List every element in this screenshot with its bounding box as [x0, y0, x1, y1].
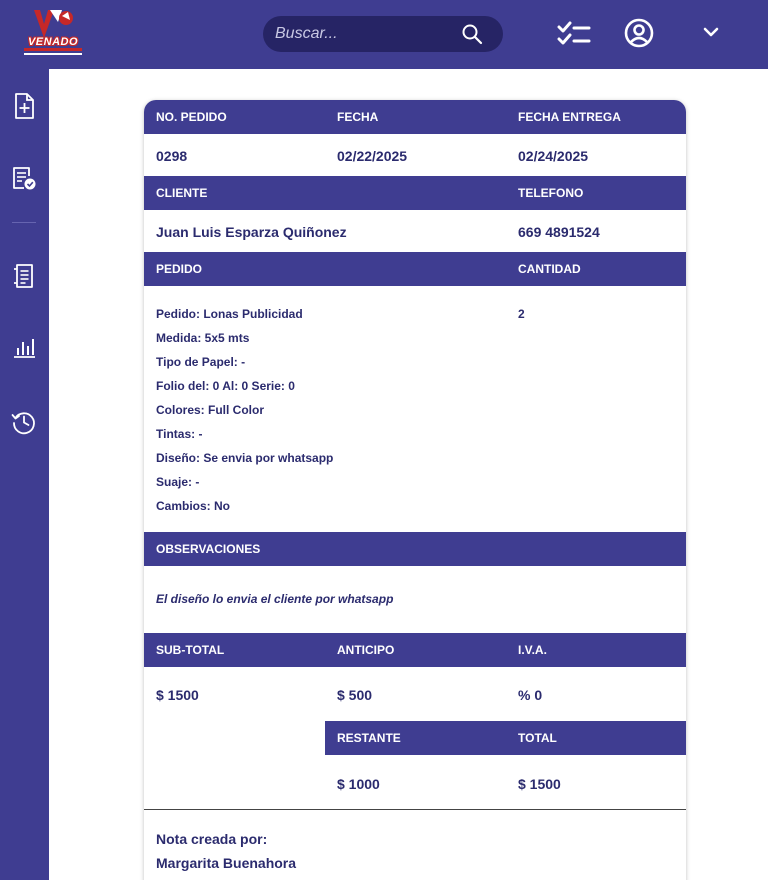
- pedido-label: PEDIDO: [156, 262, 203, 276]
- search-icon[interactable]: [460, 22, 484, 46]
- restante-value: $ 1000: [337, 776, 380, 792]
- completed-notes-icon[interactable]: [10, 164, 38, 192]
- client-header: [144, 176, 686, 210]
- iva-value: % 0: [518, 687, 543, 703]
- anticipo-value: $ 500: [337, 687, 373, 703]
- chevron-down-icon[interactable]: [700, 24, 722, 40]
- tasks-checklist-icon[interactable]: [557, 20, 591, 48]
- order-card: [144, 100, 686, 880]
- cantidad-value: 2: [518, 307, 525, 321]
- observaciones-label: OBSERVACIONES: [156, 542, 261, 556]
- nota-creada-label: Nota creada por:: [156, 831, 268, 847]
- observaciones-header: [144, 532, 686, 566]
- venado-logo-mark-icon: [20, 8, 86, 60]
- no-pedido-value: 0298: [156, 148, 188, 164]
- detail-medida: Medida: 5x5 mts: [156, 331, 250, 345]
- detail-suaje: Suaje: -: [156, 475, 200, 489]
- fecha-label: FECHA: [337, 110, 379, 124]
- new-note-icon[interactable]: [10, 92, 38, 120]
- venado-logo[interactable]: [20, 8, 86, 60]
- anticipo-label: ANTICIPO: [337, 643, 395, 657]
- nota-autor: Margarita Buenahora: [156, 855, 297, 871]
- user-account-icon[interactable]: [624, 18, 654, 48]
- cliente-label: CLIENTE: [156, 186, 208, 200]
- detail-colores: Colores: Full Color: [156, 403, 264, 417]
- detail-diseno: Diseño: Se envia por whatsapp: [156, 451, 334, 465]
- card-divider: [144, 809, 686, 810]
- search-input[interactable]: [275, 16, 455, 52]
- cliente-value: Juan Luis Esparza Quiñonez: [156, 224, 347, 240]
- sidebar-separator: [12, 222, 36, 223]
- iva-label: I.V.A.: [518, 643, 547, 657]
- telefono-value: 669 4891524: [518, 224, 600, 240]
- detail-tintas: Tintas: -: [156, 427, 203, 441]
- no-pedido-label: NO. PEDIDO: [156, 110, 227, 124]
- totals-header: [144, 633, 686, 667]
- sidebar: [0, 69, 49, 880]
- detail-folio: Folio del: 0 Al: 0 Serie: 0: [156, 379, 295, 393]
- total-value: $ 1500: [518, 776, 561, 792]
- telefono-label: TELEFONO: [518, 186, 584, 200]
- subtotal-label: SUB-TOTAL: [156, 643, 225, 657]
- total-label: TOTAL: [518, 731, 557, 745]
- restante-label: RESTANTE: [337, 731, 401, 745]
- observaciones-value: El diseño lo envia el cliente por whatsapp: [156, 592, 394, 606]
- detail-tipo-papel: Tipo de Papel: -: [156, 355, 246, 369]
- top-bar: [0, 0, 768, 69]
- fecha-value: 02/22/2025: [337, 148, 408, 164]
- detail-cambios: Cambios: No: [156, 499, 231, 513]
- notes-list-icon[interactable]: [10, 262, 38, 290]
- detail-pedido: Pedido: Lonas Publicidad: [156, 307, 303, 321]
- order-info-header: [144, 100, 686, 134]
- fecha-entrega-label: FECHA ENTREGA: [518, 110, 621, 124]
- balance-header: [325, 721, 686, 755]
- logo-wordmark: VENADO: [27, 36, 79, 48]
- subtotal-value: $ 1500: [156, 687, 199, 703]
- order-items-header: [144, 252, 686, 286]
- history-icon[interactable]: [10, 408, 38, 436]
- cantidad-label: CANTIDAD: [518, 262, 581, 276]
- reports-chart-icon[interactable]: [10, 333, 38, 361]
- fecha-entrega-value: 02/24/2025: [518, 148, 589, 164]
